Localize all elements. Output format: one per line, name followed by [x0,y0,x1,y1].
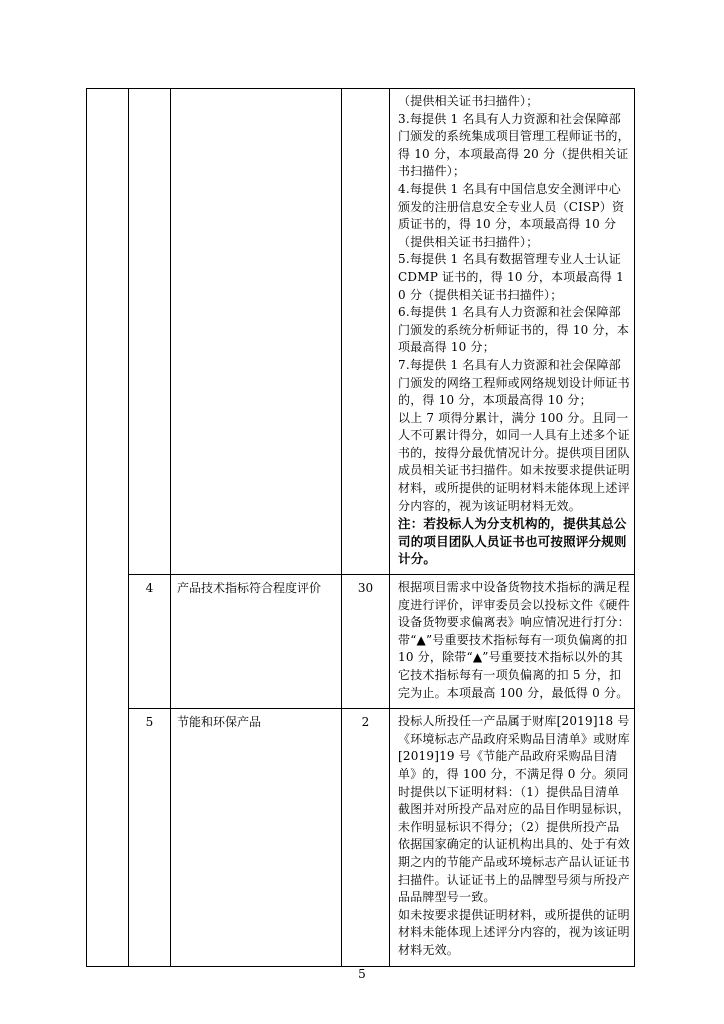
row-score-cell [342,89,390,575]
description-line: 投标人所投任一产品属于财库[2019]18 号《环境标志产品政府采购品目清单》或财库[2019]19 号《节能产品政府采购品目清单》的，得 100 分，不满足得 0 分。须同时提供以下证明材料：（1）提供品目清单截图并对所投产品对应的品目作明显标识，未作明显标识不得分；（2）提供所投产品依据国家确定的认证机构出具的、处于有效期之内的节能产品或环境标志产品认证证书扫描件。认证证书上的品牌型号须与所投产品品牌型号一致。 [398,714,630,905]
description-line: 5.每提供 1 名具有数据管理专业人士认证 CDMP 证书的，得 10 分，本项最高得 10 分（提供相关证书扫描件）； [398,252,624,302]
row-item: 节能和环保产品 [177,715,262,730]
row-description-cell [390,89,635,575]
row-index-cell [129,89,171,575]
description-line: （提供相关证书扫描件）； [398,94,539,108]
description-line: 3.每提供 1 名具有人力资源和社会保障部门颁发的系统集成项目管理工程师证书的，得 10 分，本项最高得 20 分（提供相关证书扫描件）； [398,111,630,179]
scoring-table [86,88,635,967]
table-row [87,709,635,966]
table-row [87,89,635,575]
category-cell [87,89,129,967]
description-line: 如未按要求提供证明材料，或所提供的证明材料未能体现上述评分内容的，视为该证明材料无效。 [398,907,630,957]
row-item-cell [171,709,342,966]
row-score-cell [342,575,390,709]
row-score: 30 [357,581,374,596]
row-index-cell [129,709,171,966]
row-index [129,89,170,94]
description-line: 7.每提供 1 名具有人力资源和社会保障部门颁发的网络工程师或网络规划设计师证书的，得 10 分，本项最高得 10 分； [398,357,630,408]
row-item-cell [171,575,342,709]
row-description-cell [390,575,635,709]
row-score: 2 [361,715,370,730]
row-score [342,89,389,94]
row-description-cell [390,709,635,966]
row-item: 产品技术指标符合程度评价 [177,581,322,596]
row-item-cell [171,89,342,575]
row-item [171,89,341,94]
row-score-cell [342,709,390,966]
description-line: 4.每提供 1 名具有中国信息安全测评中心颁发的注册信息安全专业人员（CISP）资质证书的，得 10 分，本项最高得 10 分（提供相关证书扫描件）； [398,181,625,249]
row-index: 4 [145,581,154,596]
description-line: 6.每提供 1 名具有人力资源和社会保障部门颁发的系统分析师证书的，得 10 分，本项最高得 10 分； [398,305,630,355]
description-line: 以上 7 项得分累计，满分 100 分。且同一人不可累计得分，如同一人具有上述多个证书的，按得分最优情况计分。提供项目团队成员相关证书扫描件。如未按要求提供证明材料，或所提供的证明材料未能体现上述评分内容的，视为该证明材料无效。 [398,410,630,513]
page-number: 5 [358,967,366,981]
bold-note: 注：若投标人为分支机构的，提供其总公司的项目团队人员证书也可按照评分规则计分。 [398,516,627,567]
description-line: 根据项目需求中设备货物技术指标的满足程度进行评价，评审委员会以投标文件《硬件设备货物要求偏离表》响应情况进行打分：带“▲”号重要技术指标每有一项负偏离的扣 10 分，除带“▲”号重要技术指标以外的其它技术指标每有一项负偏离的扣 5 分，扣完为止。本项最高 100 分，最低得 0 分。 [398,580,630,700]
row-index-cell [129,575,171,709]
row-index: 5 [145,715,154,730]
table-row [87,575,635,709]
